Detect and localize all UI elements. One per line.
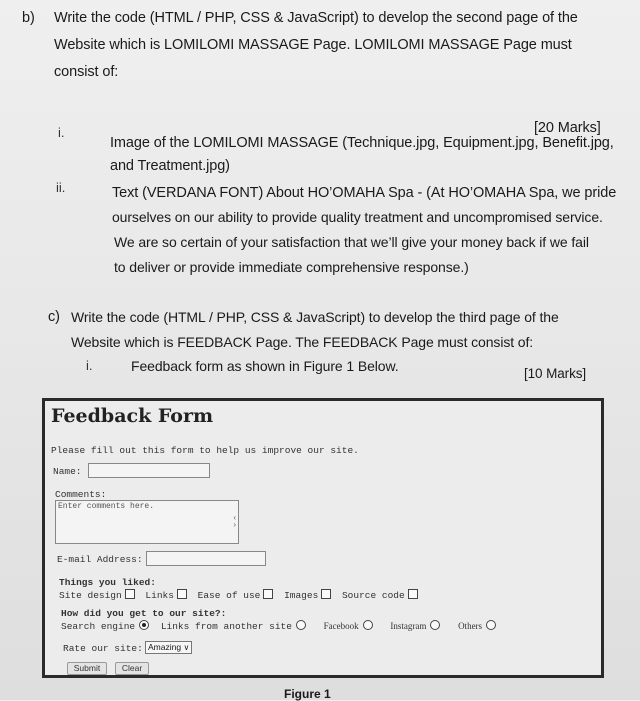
section-b-label: b) — [22, 10, 35, 26]
chevron-down-icon: ∨ — [183, 643, 190, 652]
comments-label: Comments: — [55, 489, 107, 500]
submit-button[interactable]: Submit — [67, 662, 107, 675]
radio-selected[interactable] — [139, 620, 149, 630]
item-i-line-1: Image of the LOMILOMI MASSAGE (Technique.jpg, Equipment.jpg, Benefit.jpg, — [110, 135, 614, 151]
how-option-label: Others — [458, 621, 483, 631]
textarea-scroll-arrows[interactable]: ‹ › — [233, 513, 236, 529]
figure-caption: Figure 1 — [284, 687, 331, 701]
section-b-line-1: Write the code (HTML / PHP, CSS & JavaScript) to develop the second page of the — [54, 10, 578, 26]
how-option-label: Links from another site — [160, 621, 292, 632]
how-options — [61, 620, 502, 632]
form-title: Feedback Form — [51, 405, 214, 427]
item-ii-line-2: ourselves on our ability to provide quality treatment and uncompromised service. — [112, 209, 603, 225]
radio[interactable] — [363, 620, 373, 630]
checkbox[interactable] — [321, 589, 331, 599]
checkbox[interactable] — [125, 589, 135, 599]
item-i-numeral: i. — [58, 125, 65, 140]
section-c-label: c) — [48, 309, 60, 325]
item-ii-numeral: ii. — [56, 180, 66, 195]
name-input[interactable] — [88, 463, 210, 478]
how-option-label: Search engine — [61, 621, 136, 632]
clear-button[interactable]: Clear — [115, 662, 149, 675]
form-intro: Please fill out this form to help us improve our site. — [51, 445, 359, 456]
section-c-marks: [10 Marks] — [524, 366, 587, 381]
rate-select-value: Amazing — [148, 642, 182, 652]
how-option-label: Instagram — [390, 621, 427, 631]
radio[interactable] — [486, 620, 496, 630]
section-c-item-numeral: i. — [86, 358, 93, 373]
checkbox[interactable] — [177, 589, 187, 599]
section-c-item-text: Feedback form as shown in Figure 1 Below. — [131, 358, 399, 374]
liked-label: Things you liked: — [59, 577, 156, 588]
liked-option-label: Ease of use — [197, 590, 261, 601]
item-i-line-2: and Treatment.jpg) — [110, 158, 230, 174]
name-label: Name: — [53, 466, 82, 477]
liked-option-label: Links — [145, 590, 174, 601]
item-ii-line-4: to deliver or provide immediate comprehensive response.) — [114, 259, 469, 275]
section-c-line-2: Website which is FEEDBACK Page. The FEEDBACK Page must consist of: — [71, 334, 534, 350]
liked-options — [59, 589, 423, 601]
checkbox[interactable] — [408, 589, 418, 599]
how-option-label: Facebook — [323, 621, 359, 631]
section-c-line-1: Write the code (HTML / PHP, CSS & JavaScript) to develop the third page of the — [71, 309, 559, 325]
section-b-marks: [20 Marks] — [534, 120, 601, 136]
rate-label: Rate our site: — [63, 643, 143, 654]
rate-select[interactable] — [145, 641, 192, 654]
radio[interactable] — [430, 620, 440, 630]
item-ii-line-1: Text (VERDANA FONT) About HO’OMAHA Spa - (At HO’OMAHA Spa, we pride — [112, 185, 617, 201]
feedback-form-figure — [42, 398, 604, 678]
section-b-line-3: consist of: — [54, 64, 119, 80]
comments-placeholder: Enter comments here. — [58, 502, 155, 511]
radio[interactable] — [296, 620, 306, 630]
liked-option-label: Source code — [341, 590, 405, 601]
checkbox[interactable] — [263, 589, 273, 599]
comments-textarea[interactable] — [55, 500, 239, 544]
item-ii-line-3: We are so certain of your satisfaction that we’ll give your money back if we fail — [114, 234, 589, 250]
liked-option-label: Site design — [59, 590, 122, 601]
email-input[interactable] — [146, 551, 266, 566]
section-b-line-2: Website which is LOMILOMI MASSAGE Page. LOMILOMI MASSAGE Page must — [54, 37, 572, 53]
liked-option-label: Images — [284, 590, 319, 601]
how-label: How did you get to our site?: — [61, 608, 227, 619]
email-label: E-mail Address: — [57, 554, 143, 565]
